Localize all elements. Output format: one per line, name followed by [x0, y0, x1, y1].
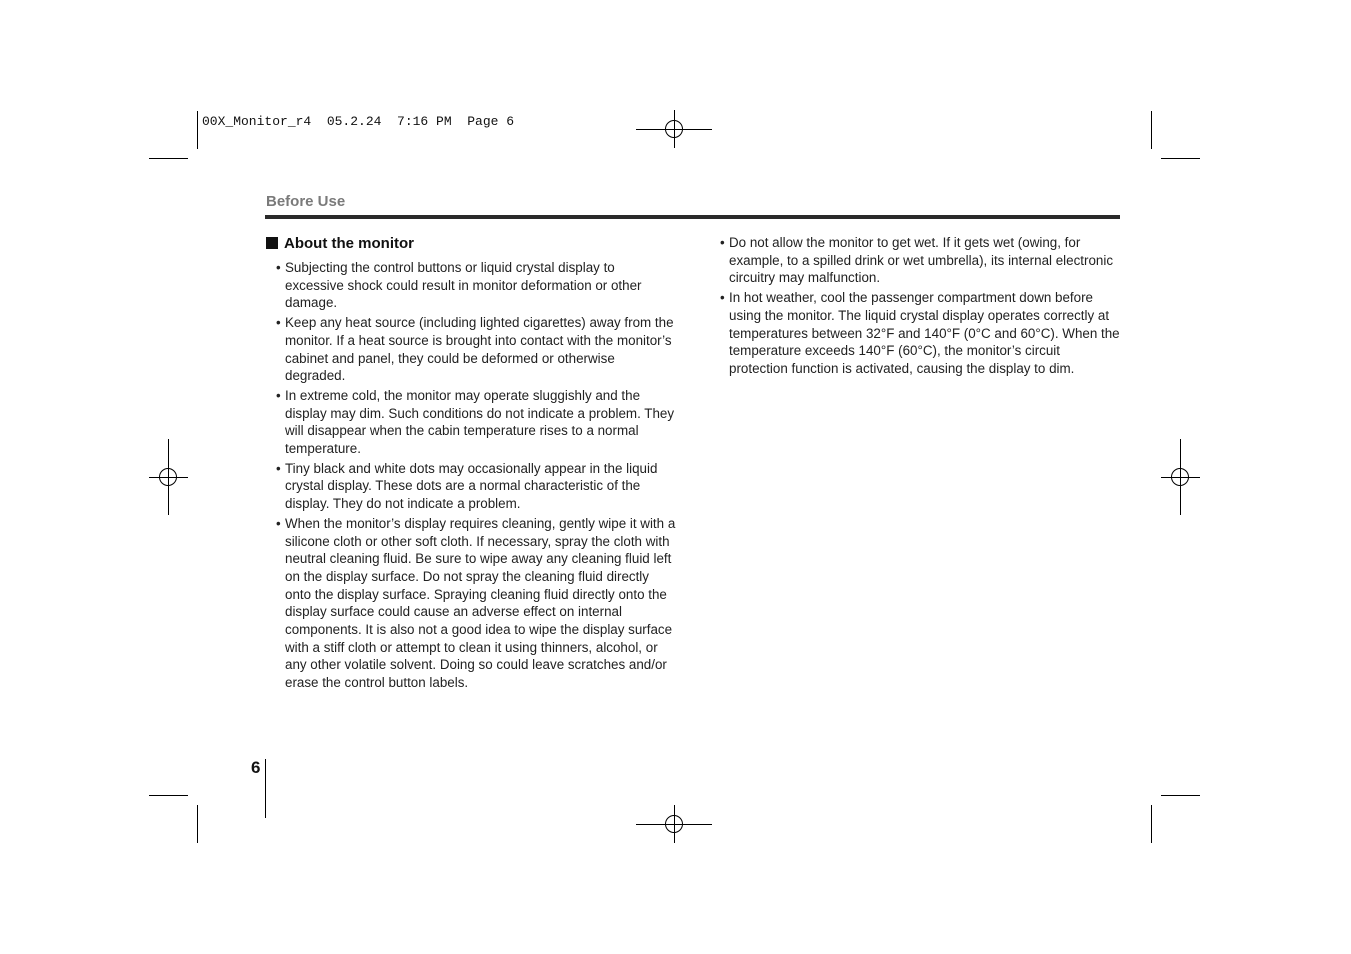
- bullet-icon: •: [720, 290, 725, 306]
- crop-mark-bottom-right-horizontal: [1161, 795, 1200, 796]
- page-number-rule: [265, 759, 266, 818]
- list-item-text: Tiny black and white dots may occasionally appear in the liquid crystal display. These dots are a normal characteristic of the display. They do not indicate a problem.: [285, 460, 658, 512]
- list-item: [276, 314, 676, 385]
- bullet-icon: •: [720, 235, 725, 250]
- crop-mark-bottom-left-horizontal: [149, 795, 188, 796]
- list-item: [276, 259, 676, 312]
- registration-circle: [665, 815, 683, 833]
- list-item: [276, 515, 676, 692]
- list-item-text: Keep any heat source (including lighted cigarettes) away from the monitor. If a heat source is brought into contact with the monitor’s cabinet and panel, they could be deformed or otherwise degraded.: [285, 315, 674, 384]
- bullet-icon: •: [276, 260, 281, 275]
- crop-mark-top-left-vertical: [197, 111, 198, 149]
- bullet-icon: •: [276, 515, 281, 531]
- list-item: [276, 460, 676, 513]
- crop-mark-bottom-left-vertical: [197, 805, 198, 843]
- registration-circle: [665, 120, 683, 138]
- section-header: Before Use: [266, 193, 346, 210]
- bullet-icon: •: [276, 460, 281, 476]
- left-column: [276, 259, 676, 694]
- square-bullet-icon: [266, 237, 278, 249]
- registration-circle: [1171, 468, 1189, 486]
- list-item-text: When the monitor’s display requires cleaning, gently wipe it with a silicone cloth or other soft cloth. If necessary, spray the cloth with neutral cleaning fluid. Be sure to wipe away any cleaning fluid left on the display surface. Do not spray the cleaning fluid directly onto the display surface. Spraying cleaning fluid directly onto the display surface could cause an adverse effect on internal components. It is also not a good idea to wipe the display surface with a stiff cloth or attempt to clean it using thinners, alcohol, or any other volatile solvent. Doing so could leave scratches and/or erase the control button labels.: [285, 515, 676, 691]
- print-slug: 00X_Monitor_r4 05.2.24 7:16 PM Page 6: [202, 114, 515, 129]
- section-rule: [265, 215, 1120, 219]
- registration-circle: [159, 468, 177, 486]
- bullet-icon: •: [276, 315, 281, 331]
- right-column: [720, 234, 1122, 380]
- crop-mark-bottom-right-vertical: [1151, 805, 1152, 843]
- list-item: [720, 289, 1122, 378]
- list-item-text: In hot weather, cool the passenger compartment down before using the monitor. The liquid crystal display operates correctly at temperatures between 32°F and 140°F (0°C and 60°C). When the temperature exceeds 140°F (60°C), the monitor’s circuit protection function is activated, causing the display to dim.: [729, 290, 1120, 376]
- crop-mark-top-right-horizontal: [1161, 158, 1200, 159]
- bullet-icon: •: [276, 387, 281, 403]
- list-item-text: In extreme cold, the monitor may operate sluggishly and the display may dim. Such conditions do not indicate a problem. They will disappear when the cabin temperature rises to a normal temperature.: [285, 387, 675, 457]
- heading-text: About the monitor: [284, 235, 414, 252]
- crop-mark-top-right-vertical: [1151, 111, 1152, 149]
- crop-mark-top-left-horizontal: [149, 158, 188, 159]
- list-item: [720, 234, 1122, 287]
- list-item-text: Do not allow the monitor to get wet. If it gets wet (owing, for example, to a spilled drink or wet umbrella), its internal electronic circuitry may malfunction.: [729, 235, 1114, 286]
- section-heading: [266, 235, 414, 252]
- list-item: [276, 387, 676, 458]
- page-number: 6: [251, 758, 261, 777]
- list-item-text: Subjecting the control buttons or liquid crystal display to excessive shock could result in monitor deformation or other damage.: [285, 260, 642, 311]
